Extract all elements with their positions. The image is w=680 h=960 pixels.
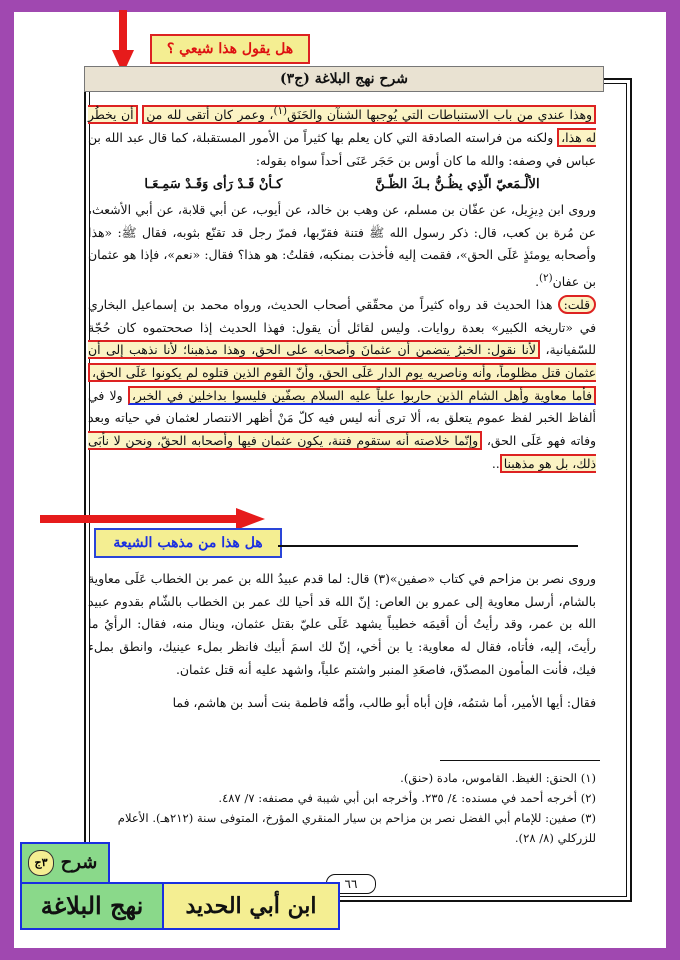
paragraph-1: [88, 100, 596, 172]
book-logo: [20, 882, 340, 930]
main-text-bottom: [88, 568, 596, 714]
highlight-2: أن يخطُر له هذا،: [88, 107, 596, 145]
running-title: [84, 66, 604, 92]
footnote-2: (٢) أخرجه أحمد في مسنده: ٤/ ٢٣٥. وأخرجه ابن أبي شيبة في مصنفه: ٧/ ٤٨٧.: [218, 791, 596, 805]
p2-text: وروى ابن دِيزِيل، عن عفّان بن مسلم، عن وهب بن خالد، عن أيوب، عن أبي قلابة، عن أبي الأشعث، عن مُرة بن كعب، قال: ذكر رسول الله ﷺ فتنة فقرّبها، فمرّ رجل قد تقنّع بثوبه، فقال ﷺ: «هذا وأصحابه يومئذٍ عَلَى الحق»، فقمت إليه فأخذت بمنكبه، فقلتُ: هو هذا؟ فقال: «نعم»، فإذا هو عثمان بن عفان: [88, 201, 596, 290]
poem-verse: [88, 172, 596, 199]
p1-d: ولكنه من فراسته الصادقة التي كان يعلم بها كثيراً من الأمور المستقبلة، كما قال عبد الله بن عباس في وصفه: والله ما كان أوس بن حَجَر عَنَى أحداً سواه بقوله:: [88, 129, 596, 168]
paragraph-5: فقال: أيها الأمير، أما شتمُه، فإن أباه أبو طالب، وأمّه فاطمة بنت أسد بن هاشم، فما: [172, 694, 596, 710]
p1-b: ، وعمر كان أتقى لله من: [146, 107, 274, 123]
logo-top-word: [54, 848, 104, 878]
logo-author-text: ابن أبي الحديد: [185, 893, 317, 919]
page-number-text: ٦٦: [344, 877, 358, 891]
footnote-ref-2: (٢): [539, 272, 553, 285]
question-annotation-section-text: هل هذا من مذهب الشيعة: [113, 535, 263, 551]
highlight-3: لأنا نقول: الخبرُ يتضمن أن عثمانَ وأصحابه على الحق، وهذا مذهبنا؛ لأنا نذهب إلى أن عثمان قتل مظلوماً، وأنه وناصريه يوم الدار عَلَى الحق، وأنّ القوم الذين قتلوه لم يكونوا عَلَى الحق،: [88, 342, 596, 380]
poem-right-hemistich: الألْـمَعيّ الّذِي يظُـنُّ بـكَ الظّـنَّ: [375, 177, 540, 193]
paragraph-3: [88, 294, 596, 476]
highlight-4: فأما معاوية وأهل الشام الذين حاربوا علياً عليه السلام بصفّين فليسوا بداخلين في الخبر،: [128, 386, 596, 405]
red-arrow-down-icon: [112, 10, 134, 74]
footnotes: [88, 768, 596, 848]
question-annotation-top-text: هل يقول هذا شيعي ؟: [166, 41, 294, 57]
paragraph-4: وروى نصر بن مزاحم في كتاب «صفين»(٣) قال: لما قدم عبيدُ الله بن عمر بن الخطاب عَلَى معاوية بالشام، أرسل معاوية إلى عمرو بن العاص: إنّ الله قد أحيا لك عمر بن الخطاب بالشّام بقدوم عبيد الله بن عمر، وقد رأيتُ أن أقيمَه خطيباً يشهد عَلَى عليّ بقتل عثمان، وينال منه، فقال: الرأيُ ما رأيتَ، إليه، فأتاه، فقال له معاوية: يا بن أخي، إنّ لك اسمَ أبيك فانظر بملء عينيك، وانطق بملء فيك، فأنت المأمون المصدّق، فاصعَدِ المنبر واشتم علياً، واشهد عليه أنه قتل عثمان.: [88, 571, 596, 677]
highlight-1: [142, 105, 596, 124]
footnote-rule: [440, 760, 600, 761]
p3-end: ..: [491, 455, 500, 471]
paragraph-2: وروى ابن دِيزِيل، عن عفّان بن مسلم، عن وهب بن خالد، عن أيوب، عن أبي قلابة، عن أبي الأشعث، عن مُرة بن كعب، قال: ذكر رسول الله ﷺ فتنة فقرّبها، فمرّ رجل قد تقنّع بثوبه، فقال ﷺ: «هذا وأصحابه يومئذٍ عَلَى الحق»، فقمت إليه فأخذت بمنكبه، فقلتُ: هو هذا؟ فقال: «نعم»، فإذا هو عثمان بن عفان$^{(٢)}$.: [88, 201, 596, 290]
footnote-3: (٣) صفين: للإمام أبي الفضل نصر بن مزاحم بن سيار المنقري المؤرخ، المتوفى سنة (٢١٢هـ). الأعلام للزركلي (٨/ ٢٨).: [117, 811, 596, 845]
logo-author-panel: [164, 882, 340, 930]
p3-a: هذا الحديث قد رواه كثيراً من محقّقي أصحاب الحديث، ورواه محمد بن إسماعيل البخاري في «تاريخه الكبير» بعدة روايات. وليس لقائل أن يقول: فهذا الحديث إذا صححتموه كان حُجّة للسّفيانية،: [88, 296, 596, 358]
p3-b: ولا في ألفاظ الخبر لفظ عموم يتعلق به، ألا ترى أنه ليس فيه كلّ مَنْ أظهر الانتصار لعثمان في حياته وبعد وفاته فهو عَلَى الحق،: [88, 387, 596, 449]
running-title-text: شرح نهج البلاغة (ج٣): [280, 71, 408, 87]
volume-badge: [28, 850, 54, 876]
p1-a: وهذا عندي من باب الاستنباطات التي يُوجبها الشنآن والحَنَق: [287, 107, 592, 123]
highlight-5: وإنّما خلاصته أنه ستقوم فتنة، يكون عثمان فيها وأصحابه الحقّ، ونحن لا نأبَى ذلك، بل هو مذهبنا: [88, 433, 596, 471]
logo-title: [22, 884, 162, 928]
main-text-top: [88, 100, 596, 476]
logo-author: [164, 884, 338, 928]
logo-top-word-text: شرح: [60, 852, 98, 873]
question-annotation-section: [94, 528, 282, 558]
question-annotation-top: [150, 34, 310, 64]
footnote-ref-1: (١): [273, 105, 288, 117]
red-arrow-right-icon: [40, 508, 265, 530]
footnote-1: (١) الحنق: الغيظ. القاموس، مادة (حنق).: [400, 771, 596, 785]
qalat-label: قلت:: [558, 295, 596, 314]
volume-badge-text: ٣ج: [34, 856, 48, 869]
logo-title-panel: [20, 882, 164, 930]
section-underline: [278, 545, 578, 547]
poem-left-hemistich: كـأنْ قَـدْ رَأى وَقَـدْ سَمِـعَـا: [144, 177, 283, 193]
logo-title-text: نهج البلاغة: [40, 891, 144, 920]
